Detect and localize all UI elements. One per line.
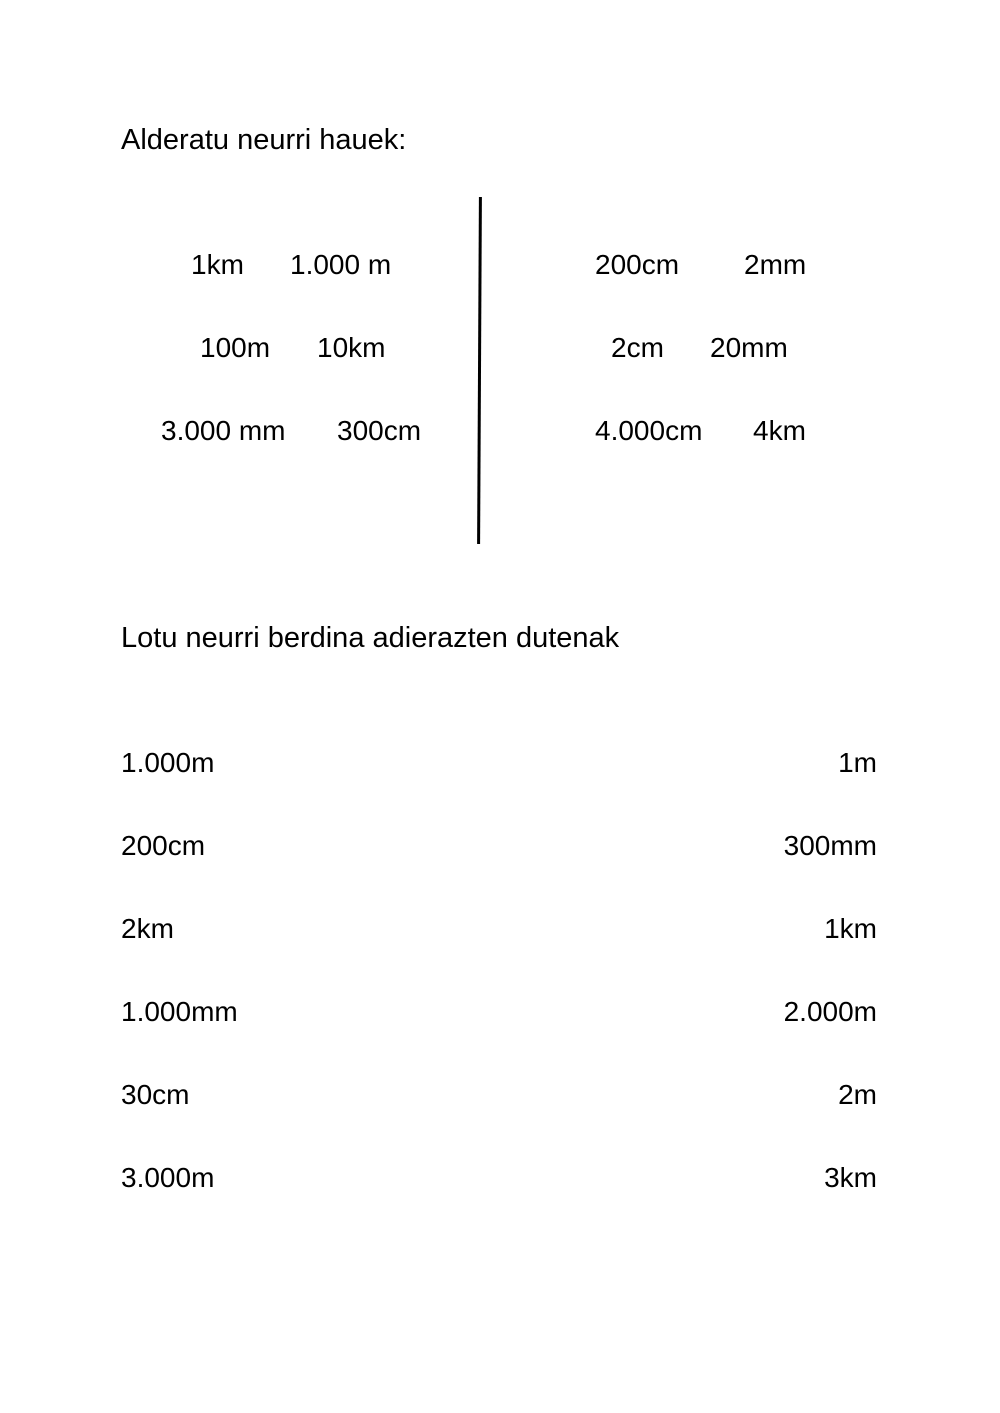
match-row xyxy=(121,1160,877,1196)
match-row xyxy=(121,994,877,1030)
match-left-value: 2km xyxy=(121,913,174,944)
match-left-value: 30cm xyxy=(121,1079,190,1110)
match-left-value: 3.000m xyxy=(121,1162,215,1193)
match-row xyxy=(121,911,877,947)
compare-left-row2-a: 100m xyxy=(200,332,271,363)
match-left-value: 1.000m xyxy=(121,747,215,778)
compare-left-row3-a: 3.000 mm xyxy=(161,415,286,446)
compare-right-row1-b: 2mm xyxy=(744,249,807,280)
compare-left-row3-b: 300cm xyxy=(337,415,422,446)
match-right-value: 1m xyxy=(838,747,877,778)
compare-right-row3-b: 4km xyxy=(753,415,806,446)
match-right-value: 1km xyxy=(824,913,877,944)
compare-left-row2-b: 10km xyxy=(317,332,386,363)
compare-right-row2-a: 2cm xyxy=(611,332,664,363)
match-row xyxy=(121,828,877,864)
match-right-value: 2.000m xyxy=(783,996,877,1027)
compare-left-row1-a: 1km xyxy=(191,249,244,280)
match-right-value: 3km xyxy=(824,1162,877,1193)
match-left-value: 1.000mm xyxy=(121,996,238,1027)
match-right-value: 2m xyxy=(838,1079,877,1110)
compare-left-row1-b: 1.000 m xyxy=(290,249,392,280)
match-row xyxy=(121,745,877,781)
match-row xyxy=(121,1077,877,1113)
match-left-value: 200cm xyxy=(121,830,206,861)
match-right-value: 300mm xyxy=(783,830,877,861)
compare-right-row3-a: 4.000cm xyxy=(595,415,703,446)
column-divider xyxy=(477,197,482,544)
compare-heading: Alderatu neurri hauek: xyxy=(121,124,407,156)
compare-right-row2-b: 20mm xyxy=(710,332,788,363)
match-heading: Lotu neurri berdina adierazten dutenak xyxy=(121,622,620,654)
compare-right-row1-a: 200cm xyxy=(595,249,680,280)
